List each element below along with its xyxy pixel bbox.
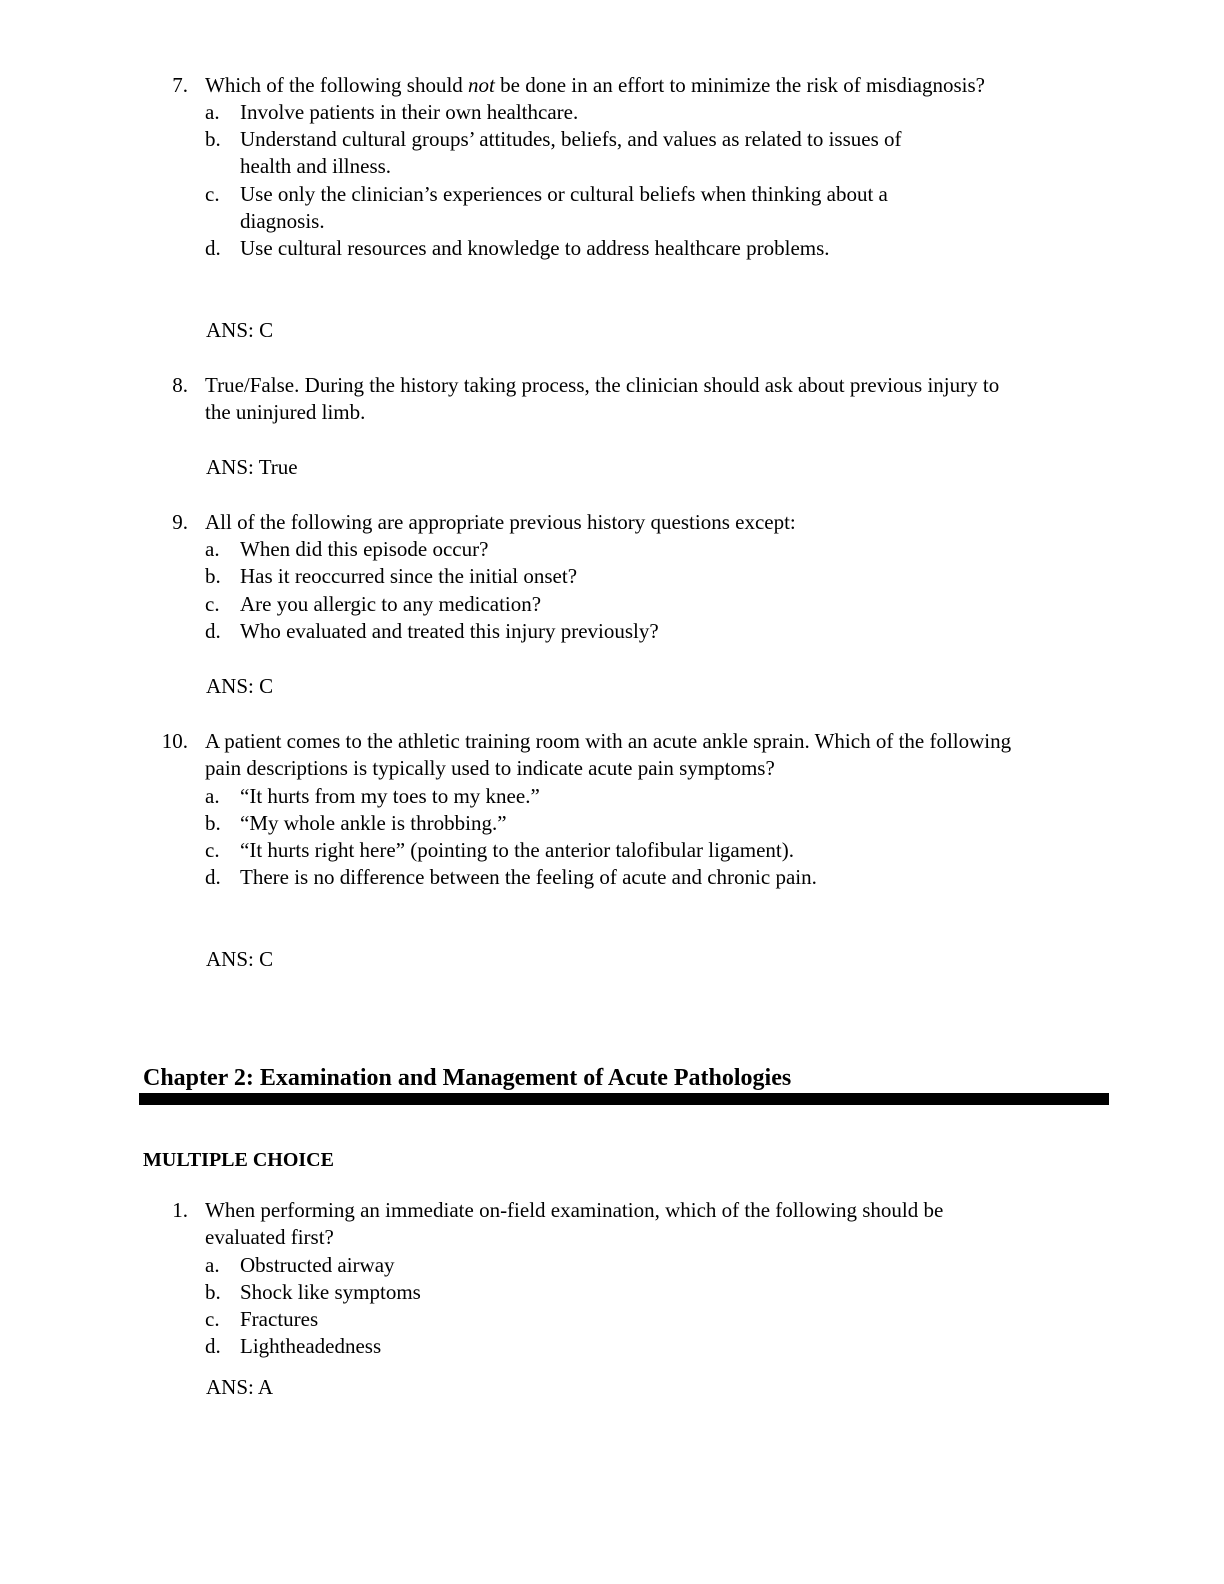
option-text: Lightheadedness <box>240 1334 382 1358</box>
question-text <box>205 73 985 98</box>
option-letter: c. <box>205 182 220 206</box>
option-letter: d. <box>205 619 221 643</box>
option-letter: a. <box>205 784 220 808</box>
option-text: Who evaluated and treated this injury previously? <box>240 619 659 643</box>
option-text: Shock like symptoms <box>240 1280 421 1304</box>
chapter-title: Chapter 2: Examination and Management of Acute Pathologies <box>143 1065 792 1091</box>
question-text: A patient comes to the athletic training room with an acute ankle sprain. Which of the following <box>205 729 1012 753</box>
option-letter: b. <box>205 811 221 835</box>
option-text-continued: diagnosis. <box>240 209 325 233</box>
option-text: “It hurts right here” (pointing to the anterior talofibular ligament). <box>240 838 794 862</box>
question-text-continued: pain descriptions is typically used to indicate acute pain symptoms? <box>205 756 775 780</box>
question-text: When performing an immediate on-field examination, which of the following should be <box>205 1198 944 1222</box>
question-text: True/False. During the history taking process, the clinician should ask about previous injury to <box>205 373 1000 397</box>
option-text: Obstructed airway <box>240 1253 395 1277</box>
option-letter: d. <box>205 236 221 260</box>
question-number: 1. <box>172 1198 188 1222</box>
option-text: “It hurts from my toes to my knee.” <box>240 784 540 808</box>
answer: ANS: C <box>206 674 274 698</box>
question-number: 8. <box>172 373 188 397</box>
answer: ANS: True <box>206 455 298 479</box>
option-letter: c. <box>205 838 220 862</box>
option-letter: b. <box>205 1280 221 1304</box>
answer: ANS: A <box>206 1375 274 1399</box>
question-number: 10. <box>161 729 188 753</box>
option-letter: c. <box>205 1307 220 1331</box>
question-text-continued: evaluated first? <box>205 1225 334 1249</box>
section-heading: MULTIPLE CHOICE <box>143 1149 334 1171</box>
answer: ANS: C <box>206 318 274 342</box>
option-text: Involve patients in their own healthcare. <box>240 100 579 124</box>
option-text: When did this episode occur? <box>240 537 489 561</box>
option-letter: a. <box>205 100 220 124</box>
option-text: There is no difference between the feeling of acute and chronic pain. <box>240 865 817 889</box>
option-text: Has it reoccurred since the initial onset? <box>240 564 578 588</box>
option-text: “My whole ankle is throbbing.” <box>240 811 507 835</box>
question-number: 7. <box>172 73 188 97</box>
question-number: 9. <box>172 510 188 534</box>
option-text: Are you allergic to any medication? <box>240 592 542 616</box>
option-letter: b. <box>205 127 221 151</box>
option-text: Use only the clinician’s experiences or cultural beliefs when thinking about a <box>240 182 888 206</box>
option-letter: a. <box>205 1253 220 1277</box>
option-letter: c. <box>205 592 220 616</box>
question-text: All of the following are appropriate previous history questions except: <box>205 510 796 534</box>
chapter-divider <box>139 1093 1109 1105</box>
question-text-start: Which of the following should <box>205 73 469 97</box>
question-text-end: be done in an effort to minimize the risk of misdiagnosis? <box>494 73 985 97</box>
option-letter: b. <box>205 564 221 588</box>
option-text: Use cultural resources and knowledge to address healthcare problems. <box>240 236 830 260</box>
option-letter: d. <box>205 865 221 889</box>
option-text: Understand cultural groups’ attitudes, beliefs, and values as related to issues of <box>240 127 902 151</box>
option-text-continued: health and illness. <box>240 154 392 178</box>
option-letter: d. <box>205 1334 221 1358</box>
option-letter: a. <box>205 537 220 561</box>
answer: ANS: C <box>206 947 274 971</box>
question-text-emphasis: not <box>468 73 495 97</box>
question-text-continued: the uninjured limb. <box>205 400 366 424</box>
option-text: Fractures <box>240 1307 319 1331</box>
